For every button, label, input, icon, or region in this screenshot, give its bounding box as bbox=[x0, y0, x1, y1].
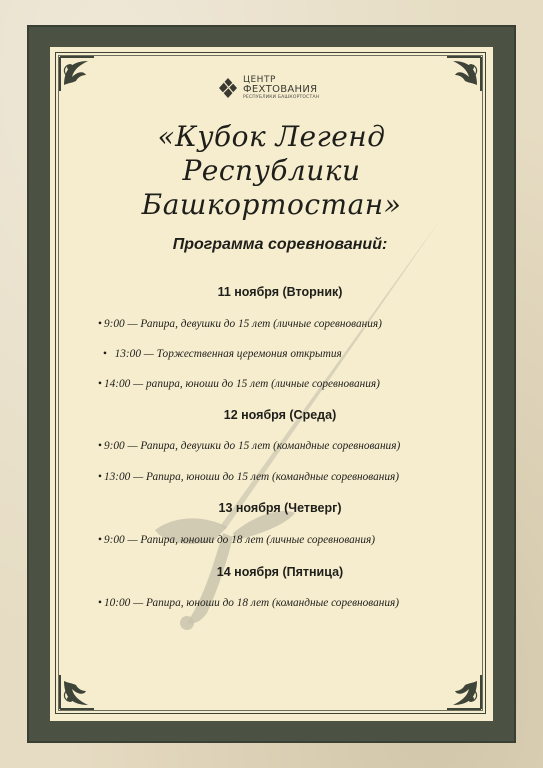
program-heading: Программа соревнований: bbox=[172, 236, 388, 253]
title-line-1: «Кубок Легенд bbox=[157, 120, 386, 153]
schedule-item: • 9:00 — Рапира, юноши до 18 лет (личные соревнования) bbox=[98, 534, 376, 546]
logo-line-1: ЦЕНТР bbox=[243, 75, 276, 85]
event-title bbox=[80, 120, 463, 222]
schedule-item-text: 13:00 — Торжественная церемония открытия bbox=[114, 348, 342, 360]
schedule-item: • 13:00 — Рапира, юноши до 15 лет (командные соревнования) bbox=[98, 471, 400, 483]
title-line-2: Республики bbox=[182, 154, 361, 187]
corner-ornament-top-left bbox=[58, 55, 96, 93]
schedule-item: • 9:00 — Рапира, девушки до 15 лет (командные соревнования) bbox=[98, 440, 401, 452]
schedule-item: • 10:00 — Рапира, юноши до 18 лет (командные соревнования) bbox=[98, 597, 400, 609]
logo-line-2: ФЕХТОВАНИЯ bbox=[243, 84, 318, 95]
fencing-center-logo-icon bbox=[218, 77, 238, 99]
day-heading: 12 ноября (Среда) bbox=[223, 408, 337, 422]
corner-ornament-bottom-left bbox=[58, 673, 96, 711]
logo bbox=[218, 76, 319, 101]
logo-line-3: РЕСПУБЛИКИ БАШКОРТОСТАН bbox=[243, 95, 320, 100]
corner-ornament-top-right bbox=[445, 55, 483, 93]
schedule-item: • 9:00 — Рапира, девушки до 15 лет (личные соревнования) bbox=[98, 318, 382, 330]
schedule-item-text: 14:00 — рапира, юноши до 15 лет (личные соревнования) bbox=[103, 378, 380, 390]
day-heading: 14 ноября (Пятница) bbox=[216, 565, 344, 579]
schedule-item-text: 9:00 — Рапира, девушки до 15 лет (командные соревнования) bbox=[103, 440, 401, 452]
schedule-item: • 14:00 — рапира, юноши до 15 лет (личные соревнования) bbox=[98, 378, 380, 390]
schedule-item-text: 13:00 — Рапира, юноши до 15 лет (командные соревнования) bbox=[103, 471, 400, 483]
day-heading: 13 ноября (Четверг) bbox=[218, 501, 342, 515]
schedule-item-text: 9:00 — Рапира, юноши до 18 лет (личные соревнования) bbox=[103, 534, 376, 546]
corner-ornament-bottom-right bbox=[445, 673, 483, 711]
schedule-item: • 13:00 — Торжественная церемония открытия bbox=[103, 348, 342, 360]
schedule-item-text: 10:00 — Рапира, юноши до 18 лет (командные соревнования) bbox=[103, 597, 400, 609]
title-line-3: Башкортостан» bbox=[141, 188, 402, 221]
schedule-item-text: 9:00 — Рапира, девушки до 15 лет (личные соревнования) bbox=[103, 318, 382, 330]
day-heading: 11 ноября (Вторник) bbox=[217, 285, 343, 299]
